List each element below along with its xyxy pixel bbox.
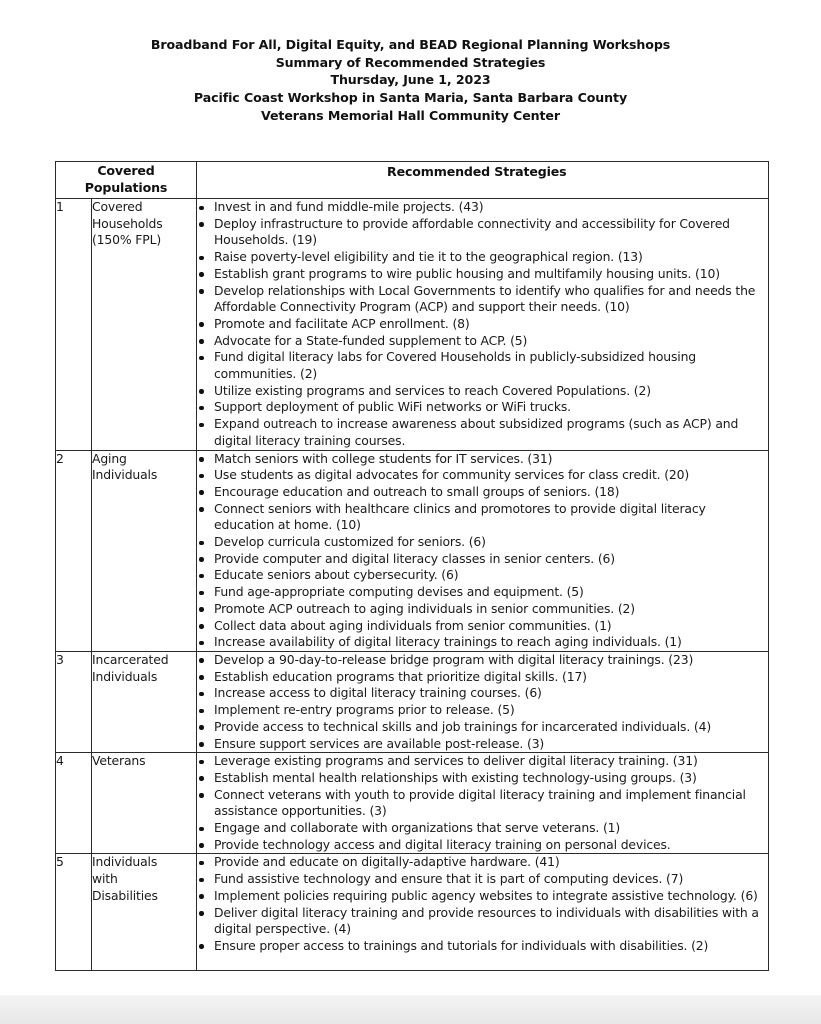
- table-header-row: [56, 162, 769, 199]
- strategy-item: Deliver digital literacy training and provide resources to individuals with disabilities with a digital perspective. (4): [197, 905, 768, 938]
- population-name-line: Individuals: [92, 467, 158, 483]
- strategy-item: Fund age-appropriate computing devises and equipment. (5): [197, 584, 768, 601]
- population-name: [92, 450, 197, 651]
- strategy-item: Establish education programs that prioritize digital skills. (17): [197, 669, 768, 686]
- row-number: 1: [56, 199, 92, 451]
- strategy-item: Fund digital literacy labs for Covered Households in publicly-subsidized housing communities. (2): [197, 349, 768, 382]
- strategy-item: Develop relationships with Local Governments to identify who qualifies for and needs the Affordable Connectivity Program (ACP) and support their needs. (10): [197, 283, 768, 316]
- strategy-item: Develop a 90-day-to-release bridge program with digital literacy trainings. (23): [197, 652, 768, 669]
- strategy-item: Increase availability of digital literacy trainings to reach aging individuals. (1): [197, 634, 768, 651]
- document-title: Broadband For All, Digital Equity, and BEAD Regional Planning Workshops: [150, 37, 671, 52]
- strategy-item: Develop curricula customized for seniors. (6): [197, 534, 768, 551]
- strategy-item: Connect veterans with youth to provide digital literacy training and implement financial assistance opportunities. (3): [197, 787, 768, 820]
- population-name: [92, 199, 197, 451]
- row-number: 4: [56, 753, 92, 854]
- viewer-bottom-bar: [0, 995, 821, 1024]
- row-number: 3: [56, 651, 92, 752]
- strategy-item: Promote ACP outreach to aging individuals in senior communities. (2): [197, 601, 768, 618]
- strategy-list: [197, 451, 768, 651]
- row-number: 5: [56, 854, 92, 971]
- strategies-table: [55, 161, 769, 971]
- strategies-cell: [197, 651, 769, 752]
- strategy-item: Deploy infrastructure to provide affordable connectivity and accessibility for Covered Households. (19): [197, 216, 768, 249]
- population-name-line: Individuals: [92, 668, 158, 684]
- strategy-item: Invest in and fund middle-mile projects. (43): [197, 199, 768, 216]
- document-subtitle: Summary of Recommended Strategies: [275, 54, 546, 70]
- population-name-line: Incarcerated: [92, 651, 169, 667]
- strategy-item: Provide technology access and digital literacy training on personal devices.: [197, 837, 768, 854]
- document-venue: Veterans Memorial Hall Community Center: [261, 107, 560, 123]
- strategy-item: Establish mental health relationships with existing technology-using groups. (3): [197, 770, 768, 787]
- strategy-item: Promote and facilitate ACP enrollment. (8): [197, 316, 768, 333]
- strategy-item: Establish grant programs to wire public housing and multifamily housing units. (10): [197, 266, 768, 283]
- strategy-item: Fund assistive technology and ensure that it is part of computing devices. (7): [197, 871, 768, 888]
- document-date: Thursday, June 1, 2023: [330, 72, 491, 88]
- population-name-line: Covered: [92, 199, 143, 214]
- document-header: [0, 36, 821, 125]
- header-covered-populations: Covered Populations: [56, 162, 197, 199]
- population-name-line: Disabilities: [92, 887, 158, 903]
- population-name-line: Households: [92, 215, 163, 231]
- strategy-item: Leverage existing programs and services to deliver digital literacy training. (31): [197, 753, 768, 770]
- strategies-cell: [197, 199, 769, 451]
- strategy-item: Advocate for a State-funded supplement to ACP. (5): [197, 333, 768, 350]
- table-row: [56, 854, 769, 971]
- population-name-line: with: [92, 871, 118, 887]
- strategy-item: Provide access to technical skills and job trainings for incarcerated individuals. (4): [197, 719, 768, 736]
- strategy-item: Utilize existing programs and services to reach Covered Populations. (2): [197, 383, 768, 400]
- strategy-item: Expand outreach to increase awareness about subsidized programs (such as ACP) and digital literacy training courses.: [197, 416, 768, 449]
- strategy-item: Implement policies requiring public agency websites to integrate assistive technology. (6): [197, 888, 768, 905]
- population-name-line: Individuals: [92, 854, 158, 870]
- strategy-item: Match seniors with college students for IT services. (31): [197, 451, 768, 468]
- strategy-item: Ensure support services are available post-release. (3): [197, 736, 768, 753]
- strategy-list: [197, 199, 768, 450]
- strategy-item: Encourage education and outreach to small groups of seniors. (18): [197, 484, 768, 501]
- strategy-list: [197, 854, 768, 954]
- table-row: [56, 450, 769, 651]
- strategy-item: Collect data about aging individuals from senior communities. (1): [197, 618, 768, 635]
- table-row: [56, 651, 769, 752]
- strategy-item: Ensure proper access to trainings and tutorials for individuals with disabilities. (2): [197, 938, 768, 955]
- strategy-item: Implement re-entry programs prior to release. (5): [197, 702, 768, 719]
- strategy-item: Engage and collaborate with organizations that serve veterans. (1): [197, 820, 768, 837]
- population-name: [92, 753, 197, 854]
- strategy-list: [197, 652, 768, 752]
- population-name-line: Aging: [92, 450, 127, 466]
- header-recommended-strategies: Recommended Strategies: [197, 162, 769, 199]
- table-row: [56, 199, 769, 451]
- strategies-cell: [197, 450, 769, 651]
- document-location: Pacific Coast Workshop in Santa Maria, Santa Barbara County: [193, 90, 628, 106]
- strategy-item: Provide and educate on digitally-adaptive hardware. (41): [197, 854, 768, 871]
- strategy-item: Support deployment of public WiFi networks or WiFi trucks.: [197, 399, 768, 416]
- strategies-cell: [197, 854, 769, 971]
- strategy-item: Provide computer and digital literacy classes in senior centers. (6): [197, 551, 768, 568]
- strategy-item: Use students as digital advocates for community services for class credit. (20): [197, 467, 768, 484]
- strategy-item: Increase access to digital literacy training courses. (6): [197, 685, 768, 702]
- population-name: [92, 854, 197, 971]
- strategies-cell: [197, 753, 769, 854]
- population-name: [92, 651, 197, 752]
- population-name-line: Veterans: [92, 753, 146, 769]
- strategy-list: [197, 753, 768, 853]
- strategy-item: Raise poverty-level eligibility and tie it to the geographical region. (13): [197, 249, 768, 266]
- strategy-item: Educate seniors about cybersecurity. (6): [197, 567, 768, 584]
- population-name-line: (150% FPL): [92, 232, 162, 248]
- strategy-item: Connect seniors with healthcare clinics and promotores to provide digital literacy education at home. (10): [197, 501, 768, 534]
- row-number: 2: [56, 450, 92, 651]
- table-row: [56, 753, 769, 854]
